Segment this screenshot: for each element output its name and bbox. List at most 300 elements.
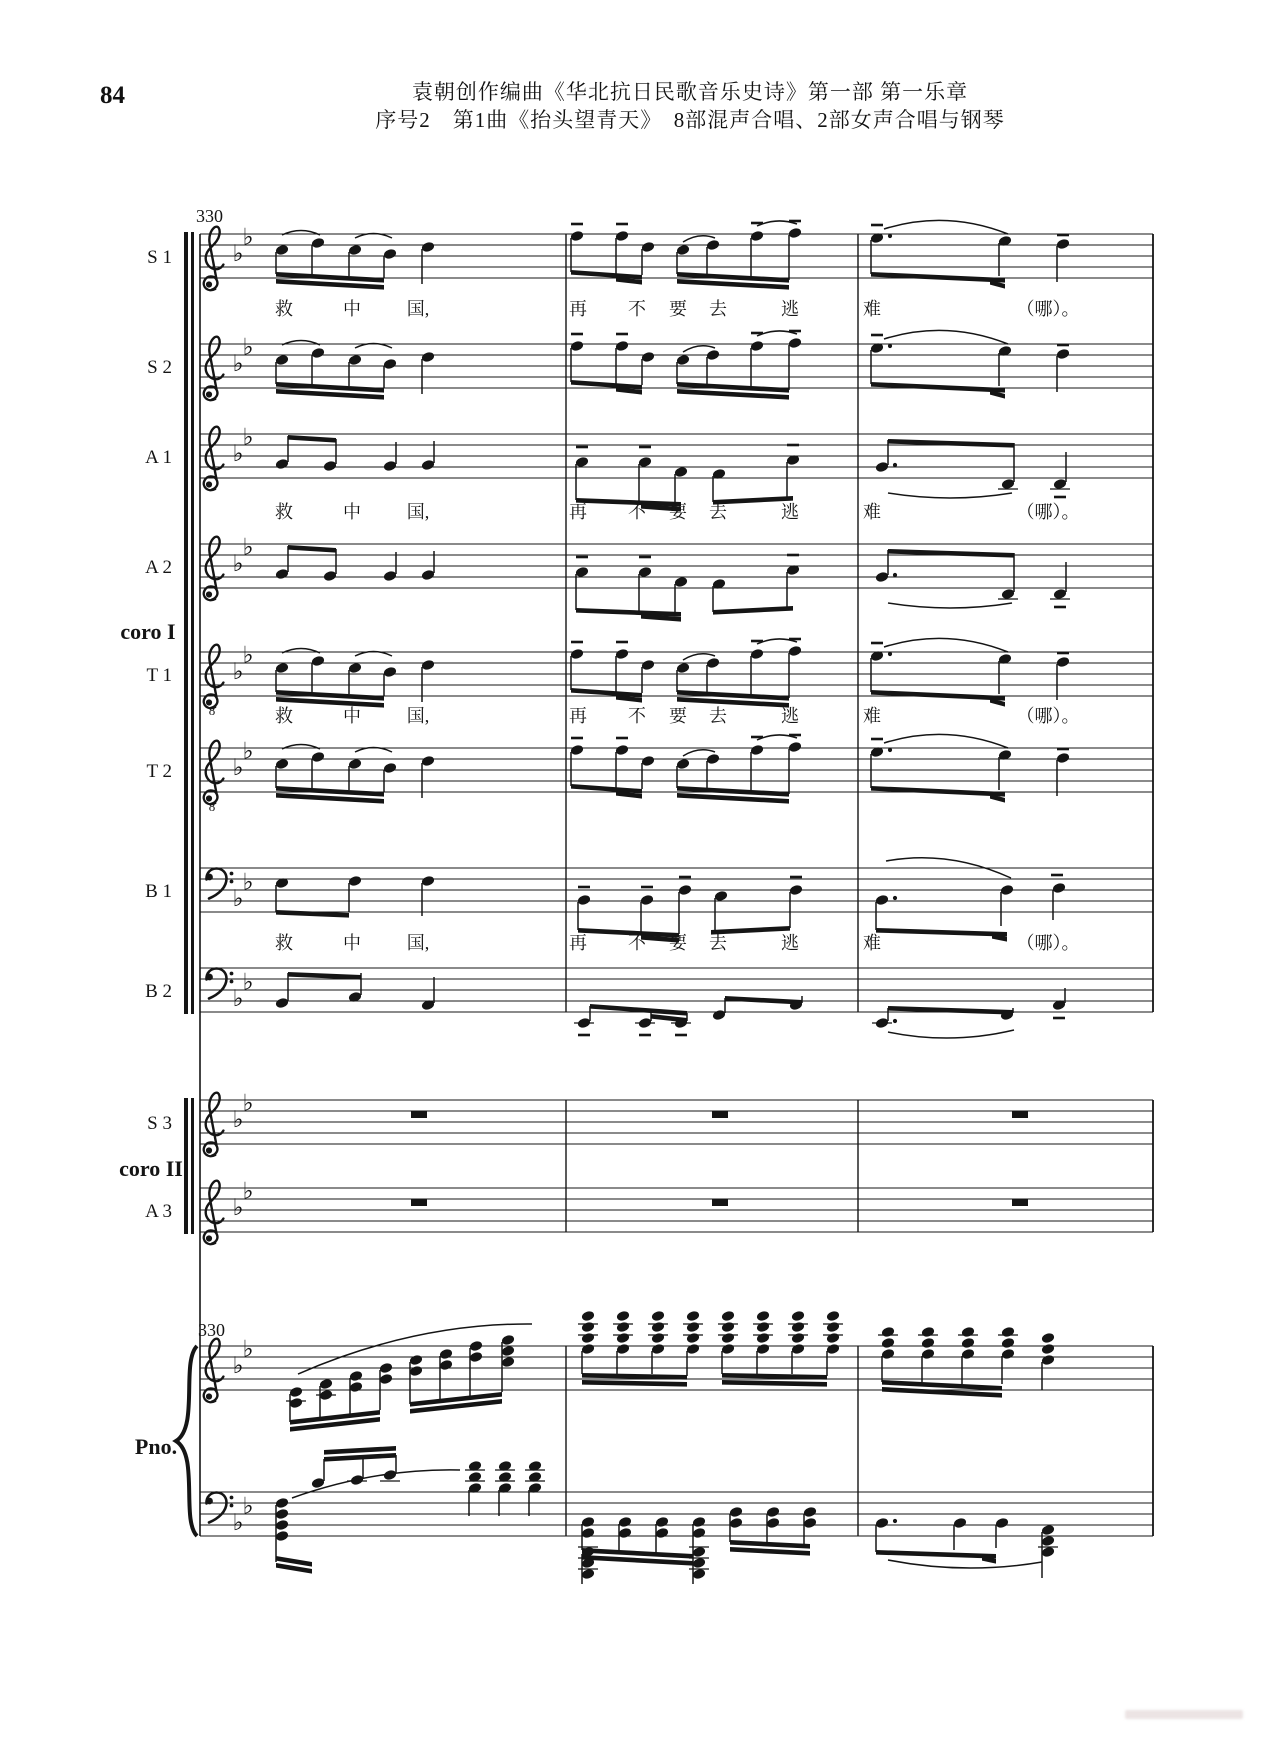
notehead (641, 755, 656, 767)
notehead (1000, 884, 1015, 896)
treble-clef-icon (204, 643, 254, 719)
tenuto-mark (571, 641, 583, 644)
notehead (826, 1343, 841, 1355)
notehead (581, 1527, 596, 1539)
notehead (641, 659, 656, 671)
notehead (826, 1310, 841, 1322)
augmentation-dot (888, 652, 892, 656)
flat-sign: ♭ (242, 334, 254, 361)
notehead (953, 1517, 968, 1529)
slur (888, 1560, 1042, 1568)
measure-content-basM1 (275, 875, 436, 918)
notehead (686, 1332, 701, 1344)
octave-8-mark: 8 (208, 799, 216, 814)
staff-S3 (147, 1091, 1153, 1157)
tenuto-mark (675, 1034, 687, 1037)
notehead (875, 1017, 890, 1029)
notehead (577, 894, 592, 906)
lyric-syllable: 国, (406, 933, 430, 953)
lyric-syllable: 难 (863, 299, 881, 319)
measure-content-restBar (411, 1199, 1028, 1206)
notehead (581, 1310, 596, 1322)
staff-label: T 1 (146, 665, 172, 686)
notehead (575, 566, 590, 578)
notehead (581, 1343, 596, 1355)
flat-sign: ♭ (242, 534, 254, 561)
notehead (570, 340, 585, 352)
notehead (348, 244, 363, 256)
slur (884, 638, 1008, 652)
lyric-syllable: 逃 (781, 933, 799, 953)
notehead (1001, 478, 1016, 490)
lyric-syllable: 去 (709, 502, 727, 522)
notehead (319, 1389, 334, 1401)
staff-label: S 1 (147, 247, 172, 268)
staff-label: A 3 (145, 1201, 172, 1222)
tenuto-mark (571, 223, 583, 226)
slur (683, 346, 715, 352)
flat-sign: ♭ (242, 1493, 254, 1520)
tenuto-mark (616, 737, 628, 740)
notehead (788, 645, 803, 657)
measure-content-sopM2 (570, 220, 803, 290)
notehead (383, 358, 398, 370)
notehead (875, 894, 890, 906)
slur (757, 221, 797, 226)
notehead (686, 1310, 701, 1322)
tenuto-mark (787, 554, 799, 557)
lyric-syllable: 不 (628, 502, 646, 522)
notehead (692, 1516, 707, 1528)
notehead (615, 744, 630, 756)
notehead (961, 1337, 976, 1349)
lyric-syllable: 不 (628, 706, 646, 726)
notehead (921, 1337, 936, 1349)
lyric-syllable: 再 (569, 933, 587, 953)
notehead (275, 758, 290, 770)
notehead (383, 762, 398, 774)
notehead (421, 351, 436, 363)
notehead (750, 648, 765, 660)
notehead (791, 1310, 806, 1322)
group-label: Pno. (134, 1434, 178, 1459)
tenuto-mark (639, 1034, 651, 1037)
staff-B2 (145, 968, 1153, 1038)
flat-sign: ♭ (232, 351, 244, 377)
lyric-syllable: 难 (863, 933, 881, 953)
tenuto-mark (790, 876, 802, 879)
flat-sign: ♭ (242, 1090, 254, 1117)
whole-rest (712, 1199, 728, 1206)
notehead (311, 237, 326, 249)
slur (298, 1324, 532, 1374)
measure-content-sopM1 (275, 745, 436, 804)
slur (757, 639, 797, 644)
lyric-syllable: 要 (669, 933, 687, 953)
staff-B1 (145, 858, 1153, 943)
notehead (275, 354, 290, 366)
slur (888, 1030, 1014, 1038)
notehead (706, 239, 721, 251)
notehead (469, 1340, 484, 1352)
flat-sign: ♭ (232, 659, 244, 685)
notehead (379, 1373, 394, 1385)
notehead (575, 456, 590, 468)
notehead (421, 659, 436, 671)
notehead (676, 662, 691, 674)
measure-content-pnoL2 (578, 1506, 817, 1584)
tenuto-mark (787, 444, 799, 447)
notehead (349, 1370, 364, 1382)
octave-8-mark: 8 (208, 703, 216, 718)
staff-label: B 2 (145, 981, 172, 1002)
group-label: coro II (119, 1156, 183, 1181)
notehead (788, 227, 803, 239)
notehead (638, 456, 653, 468)
notehead (826, 1332, 841, 1344)
group-coro-ii (119, 1098, 1153, 1234)
notehead (275, 997, 290, 1009)
notehead (692, 1546, 707, 1558)
staff-A1 (145, 425, 1153, 512)
notehead (348, 354, 363, 366)
notehead (1056, 348, 1071, 360)
notehead (379, 1362, 394, 1374)
notehead (961, 1326, 976, 1338)
staff-S1 (147, 220, 1153, 291)
notehead (421, 569, 436, 581)
notehead (756, 1332, 771, 1344)
slur (757, 735, 797, 740)
notehead (651, 1343, 666, 1355)
lyric-syllable: 逃 (781, 299, 799, 319)
lyric-syllable: 难 (863, 502, 881, 522)
notehead (383, 460, 398, 472)
lyric-syllable: 不 (628, 933, 646, 953)
tenuto-mark (871, 224, 883, 227)
flat-sign: ♭ (232, 1195, 244, 1221)
staff-label: T 2 (146, 761, 172, 782)
measure-content-basM3 (875, 858, 1067, 942)
notehead (469, 1351, 484, 1363)
measure-content-pnoR3 (878, 1326, 1055, 1398)
flat-sign: ♭ (242, 869, 254, 896)
notehead (618, 1527, 633, 1539)
notehead (638, 566, 653, 578)
flat-sign: ♭ (232, 241, 244, 267)
notehead (311, 751, 326, 763)
notehead (421, 241, 436, 253)
notehead (1041, 1546, 1056, 1558)
staff-PnoL (200, 1446, 1153, 1584)
notehead (875, 1517, 890, 1529)
tenuto-mark (576, 556, 588, 559)
lyric-syllable: 去 (709, 706, 727, 726)
whole-rest (411, 1199, 427, 1206)
notehead (289, 1397, 304, 1409)
flat-sign: ♭ (242, 738, 254, 765)
notehead (275, 1497, 290, 1509)
notehead (1056, 238, 1071, 250)
notehead (501, 1356, 516, 1368)
notehead (275, 662, 290, 674)
notehead (826, 1321, 841, 1333)
tenuto-mark (641, 886, 653, 889)
augmentation-dot (893, 896, 897, 900)
notehead (791, 1343, 806, 1355)
notehead (348, 875, 363, 887)
augmentation-dot (893, 463, 897, 467)
tenuto-mark (616, 641, 628, 644)
flat-sign: ♭ (242, 424, 254, 451)
notehead (721, 1332, 736, 1344)
tenuto-mark (1057, 344, 1069, 347)
notehead (750, 340, 765, 352)
lyric-syllable: 难 (863, 706, 881, 726)
flat-sign: ♭ (232, 1353, 244, 1379)
slur (884, 220, 1008, 234)
notehead (921, 1348, 936, 1360)
notehead (581, 1332, 596, 1344)
notehead (655, 1527, 670, 1539)
notehead (756, 1343, 771, 1355)
staff-A2 (145, 535, 1153, 622)
notehead (323, 570, 338, 582)
notehead (618, 1516, 633, 1528)
measure-content-pnoL3 (875, 1517, 1058, 1578)
measure-content-pnoR1 (286, 1324, 532, 1432)
tenuto-mark (571, 333, 583, 336)
flat-sign: ♭ (232, 886, 244, 912)
notehead (616, 1332, 631, 1344)
notehead (791, 1321, 806, 1333)
notehead (640, 894, 655, 906)
lyric-syllable: 中 (343, 299, 361, 319)
flat-sign: ♭ (242, 969, 254, 996)
notehead (409, 1354, 424, 1366)
notehead (881, 1337, 896, 1349)
notehead (692, 1568, 707, 1580)
lyrics-row-2 (275, 502, 1080, 522)
notehead (581, 1568, 596, 1580)
notehead (421, 875, 436, 887)
staff-label: A 2 (145, 557, 172, 578)
notehead (349, 1381, 364, 1393)
notehead (756, 1310, 771, 1322)
notehead (686, 1321, 701, 1333)
notehead (1053, 478, 1068, 490)
notehead (706, 753, 721, 765)
notehead (348, 662, 363, 674)
tenuto-mark (1057, 652, 1069, 655)
slur (888, 493, 1012, 498)
notehead (706, 657, 721, 669)
lyric-syllable: 国, (406, 502, 430, 522)
notehead (788, 741, 803, 753)
notehead (881, 1326, 896, 1338)
lyric-syllable: 去 (709, 933, 727, 953)
lyric-syllable: （哪）。 (1016, 933, 1080, 953)
notehead (729, 1517, 744, 1529)
lyric-syllable: 去 (709, 299, 727, 319)
flat-sign: ♭ (232, 1510, 244, 1536)
notehead (756, 1321, 771, 1333)
tenuto-mark (1053, 1017, 1065, 1020)
notehead (921, 1326, 936, 1338)
tenuto-mark (1054, 496, 1066, 499)
notehead (616, 1343, 631, 1355)
tenuto-mark (679, 876, 691, 879)
notehead (766, 1506, 781, 1518)
page-number: 84 (100, 82, 125, 109)
lyrics-row-3 (275, 706, 1080, 726)
lyric-syllable: 救 (275, 706, 293, 726)
lyric-syllable: 救 (275, 502, 293, 522)
lyric-syllable: （哪）。 (1016, 706, 1080, 726)
notehead (678, 884, 693, 896)
tenuto-mark (616, 223, 628, 226)
notehead (1001, 1337, 1016, 1349)
notehead (961, 1348, 976, 1360)
notehead (714, 890, 729, 902)
notehead (570, 648, 585, 660)
whole-rest (411, 1111, 427, 1118)
measure-content-sopM1 (275, 341, 436, 400)
measure-content-sopM2 (570, 330, 803, 400)
notehead (1053, 588, 1068, 600)
notehead (1001, 1348, 1016, 1360)
notehead (875, 461, 890, 473)
notehead (1001, 1326, 1016, 1338)
notehead (439, 1348, 454, 1360)
notehead (641, 351, 656, 363)
lyric-syllable: 国, (406, 706, 430, 726)
staff-label: A 1 (145, 447, 172, 468)
notehead (616, 1321, 631, 1333)
notehead (439, 1359, 454, 1371)
augmentation-dot (888, 234, 892, 238)
flat-sign: ♭ (242, 642, 254, 669)
notehead (721, 1343, 736, 1355)
tenuto-mark (571, 737, 583, 740)
lyric-syllable: 中 (343, 502, 361, 522)
augmentation-dot (893, 1019, 897, 1023)
notehead (275, 458, 290, 470)
measure-content-altoM3 (875, 549, 1070, 608)
notehead (1041, 1343, 1056, 1355)
notehead (421, 459, 436, 471)
staff-label: S 3 (147, 1113, 172, 1134)
notehead (383, 666, 398, 678)
lyric-syllable: 再 (569, 502, 587, 522)
notehead (581, 1321, 596, 1333)
lyric-syllable: 不 (628, 299, 646, 319)
notehead (275, 1508, 290, 1520)
whole-rest (712, 1111, 728, 1118)
measure-content-restBar (411, 1111, 1028, 1118)
notehead (995, 1517, 1010, 1529)
flat-sign: ♭ (232, 551, 244, 577)
notehead (616, 1310, 631, 1322)
lyrics-row-1 (275, 299, 1080, 319)
notehead (570, 744, 585, 756)
lyric-syllable: 要 (669, 502, 687, 522)
lyric-syllable: 中 (343, 933, 361, 953)
notehead (729, 1506, 744, 1518)
slur (757, 331, 797, 336)
notehead (348, 758, 363, 770)
tenuto-mark (578, 886, 590, 889)
notehead (383, 570, 398, 582)
notehead (577, 1017, 592, 1029)
notehead (289, 1386, 304, 1398)
notehead (615, 340, 630, 352)
slur (683, 750, 715, 756)
notehead (674, 576, 689, 588)
slur (683, 654, 715, 660)
notehead (1041, 1354, 1056, 1366)
staff-PnoR (200, 1310, 1153, 1432)
staff-S2 (147, 330, 1153, 401)
notehead (323, 460, 338, 472)
measure-content-sopM2 (570, 638, 803, 708)
whole-rest (1012, 1199, 1028, 1206)
measure-content-sopM2 (570, 734, 803, 804)
notehead (275, 1519, 290, 1531)
treble-clef-icon (204, 739, 254, 815)
notehead (1056, 656, 1071, 668)
flat-sign: ♭ (232, 986, 244, 1012)
staff-A3 (145, 1179, 1153, 1245)
notehead (383, 248, 398, 260)
tenuto-mark (1057, 234, 1069, 237)
notehead (674, 466, 689, 478)
lyric-syllable: 救 (275, 933, 293, 953)
flat-sign: ♭ (232, 441, 244, 467)
flat-sign: ♭ (232, 755, 244, 781)
flat-sign: ♭ (242, 1178, 254, 1205)
measure-content-sopM1 (275, 231, 436, 290)
measure-content-pnoR2 (578, 1310, 843, 1387)
augmentation-dot (888, 748, 892, 752)
whole-rest (1012, 1111, 1028, 1118)
notehead (789, 884, 804, 896)
tenuto-mark (871, 334, 883, 337)
notehead (409, 1365, 424, 1377)
slur (683, 236, 715, 242)
tenuto-mark (639, 556, 651, 559)
lyric-syllable: 救 (275, 299, 293, 319)
notehead (1056, 752, 1071, 764)
notehead (788, 337, 803, 349)
slur (888, 603, 1012, 608)
measure-content-altoM3 (875, 439, 1070, 498)
notehead (651, 1321, 666, 1333)
lyric-syllable: 要 (669, 706, 687, 726)
augmentation-dot (888, 344, 892, 348)
notehead (750, 744, 765, 756)
tenuto-mark (871, 738, 883, 741)
notehead (791, 1332, 806, 1344)
notehead (501, 1334, 516, 1346)
tenuto-mark (616, 333, 628, 336)
flat-sign: ♭ (242, 224, 254, 251)
notehead (676, 244, 691, 256)
staff-T2 (146, 734, 1153, 814)
notehead (766, 1517, 781, 1529)
notehead (311, 347, 326, 359)
lyric-syllable: 逃 (781, 706, 799, 726)
